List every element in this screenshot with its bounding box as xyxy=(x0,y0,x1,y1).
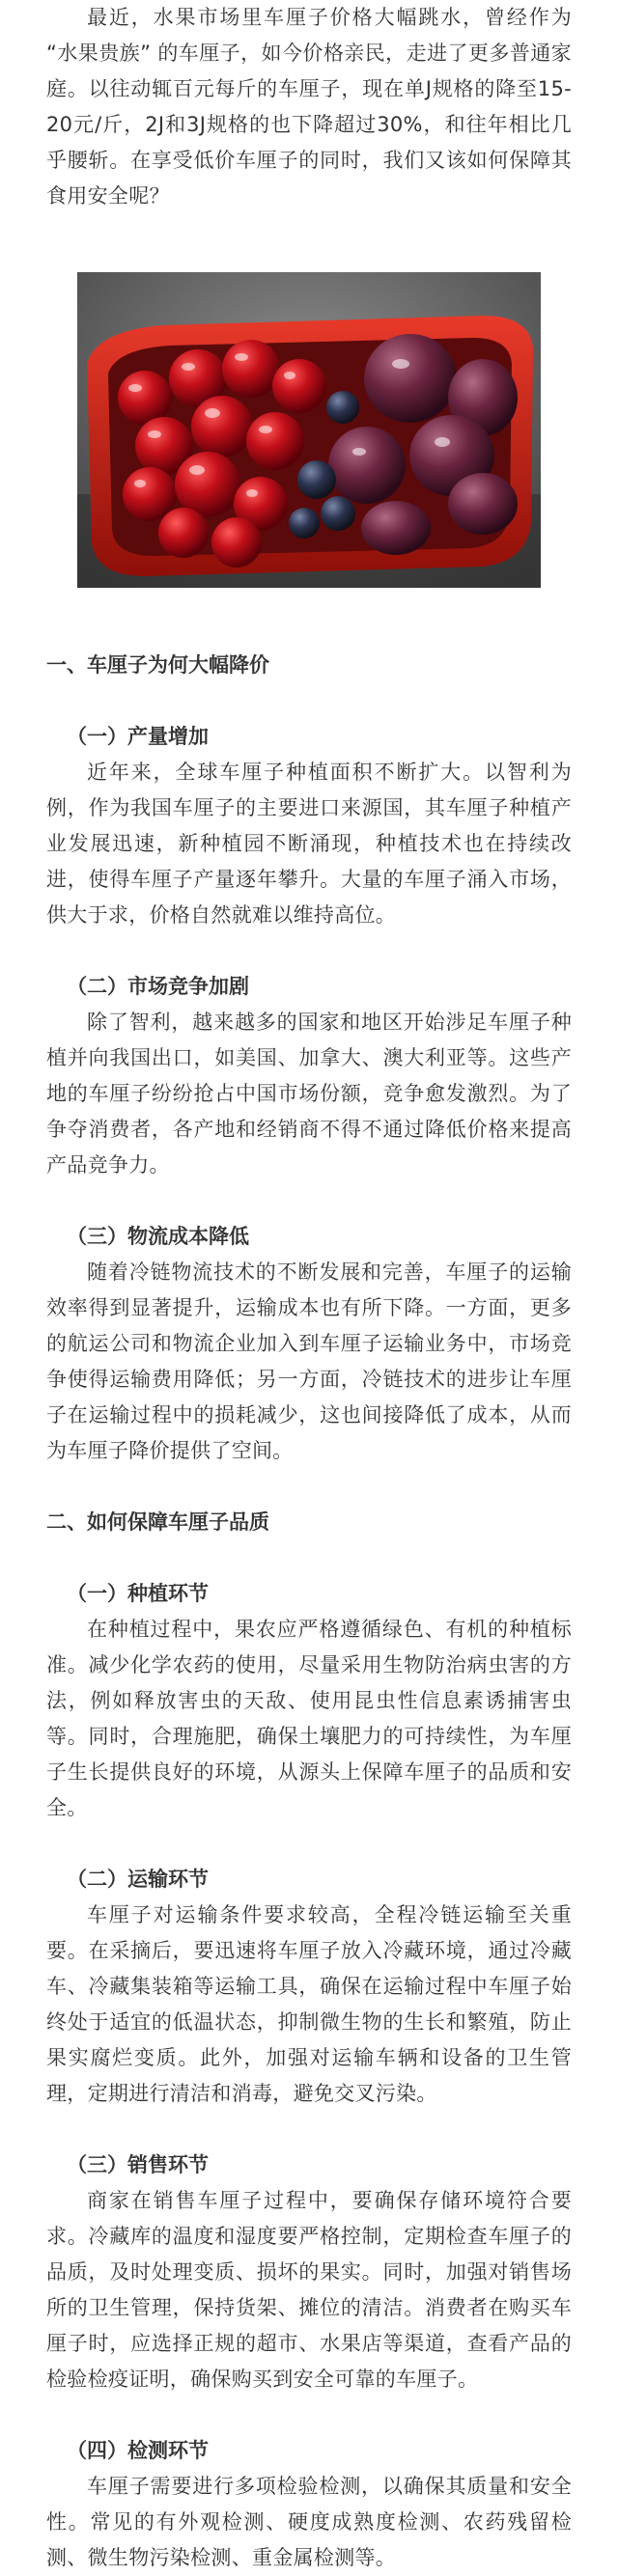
section-2-item-4-text: 车厘子需要进行多项检验检测，以确保其质量和安全性。常见的有外观检测、硬度成熟度检测、农药残留检测、微生物污染检测、重金属检测等。 xyxy=(46,2475,572,2569)
section-2-item-3-title: （三）销售环节 xyxy=(67,2153,209,2176)
section-1-item-2-text: 除了智利，越来越多的国家和地区开始涉足车厘子种植并向我国出口，如美国、加拿大、澳大利亚等。这些产地的车厘子纷纷抢占中国市场份额，竞争愈发激烈。为了争夺消费者，各产地和经销商不得不通过降低价格来提高产品竞争力。 xyxy=(46,1011,572,1177)
section-2-item-4-title: （四）检测环节 xyxy=(67,2439,209,2462)
section-1-item-3-title: （三）物流成本降低 xyxy=(67,1225,249,1248)
section-2-item-1-text: 在种植过程中，果农应严格遵循绿色、有机的种植标准。减少化学农药的使用，尽量采用生物防治病虫害的方法，例如释放害虫的天敌、使用昆虫性信息素诱捕害虫等。同时，合理施肥，确保土壤肥力的可持续性，为车厘子生长提供良好的环境，从源头上保障车厘子的品质和安全。 xyxy=(46,1618,572,1819)
section-1-item-2-title: （二）市场竞争加剧 xyxy=(67,975,249,998)
intro-paragraph: 最近，水果市场里车厘子价格大幅跳水，曾经作为 “水果贵族” 的车厘子，如今价格亲民，走进了更多普通家庭。以往动辄百元每斤的车厘子，现在单J规格的降至15-20元/斤，2J和3J规格的也下降超过30%，和往年相比几乎腰斩。在享受低价车厘子的同时，我们又该如何保障其食用安全呢？ xyxy=(46,6,572,208)
section-2-item-2-text: 车厘子对运输条件要求较高，全程冷链运输至关重要。在采摘后，要迅速将车厘子放入冷藏环境，通过冷藏车、冷藏集装箱等运输工具，确保在运输过程中车厘子始终处于适宜的低温状态，抑制微生物的生长和繁殖，防止果实腐烂变质。此外，加强对运输车辆和设备的卫生管理，定期进行清洁和消毒，避免交叉污染。 xyxy=(46,1903,572,2105)
section-1-title: 一、车厘子为何大幅降价 xyxy=(46,653,269,677)
section-2-item-1-title: （一）种植环节 xyxy=(67,1582,209,1605)
section-2-item-3-text: 商家在销售车厘子过程中，要确保存储环境符合要求。冷藏库的温度和湿度要严格控制，定期检查车厘子的品质，及时处理变质、损坏的果实。同时，加强对销售场所的卫生管理，保持货架、摊位的清洁。消费者在购买车厘子时，应选择正规的超市、水果店等渠道，查看产品的检验检疫证明，确保购买到安全可靠的车厘子。 xyxy=(46,2189,572,2391)
section-2-title: 二、如何保障车厘子品质 xyxy=(46,1510,269,1534)
section-1-item-1-title: （一）产量增加 xyxy=(67,725,209,748)
cherries-photo xyxy=(77,272,541,588)
section-1-item-3-text: 随着冷链物流技术的不断发展和完善，车厘子的运输效率得到显著提升，运输成本也有所下降。一方面，更多的航运公司和物流企业加入到车厘子运输业务中，市场竞争使得运输费用降低；另一方面，冷链技术的进步让车厘子在运输过程中的损耗减少，这也间接降低了成本，从而为车厘子降价提供了空间。 xyxy=(46,1260,572,1462)
section-2-item-2-title: （二）运输环节 xyxy=(67,1868,209,1891)
section-1-item-1-text: 近年来，全球车厘子种植面积不断扩大。以智利为例，作为我国车厘子的主要进口来源国，其车厘子种植产业发展迅速，新种植园不断涌现，种植技术也在持续改进，使得车厘子产量逐年攀升。大量的车厘子涌入市场，供大于求，价格自然就难以维持高位。 xyxy=(46,761,572,927)
